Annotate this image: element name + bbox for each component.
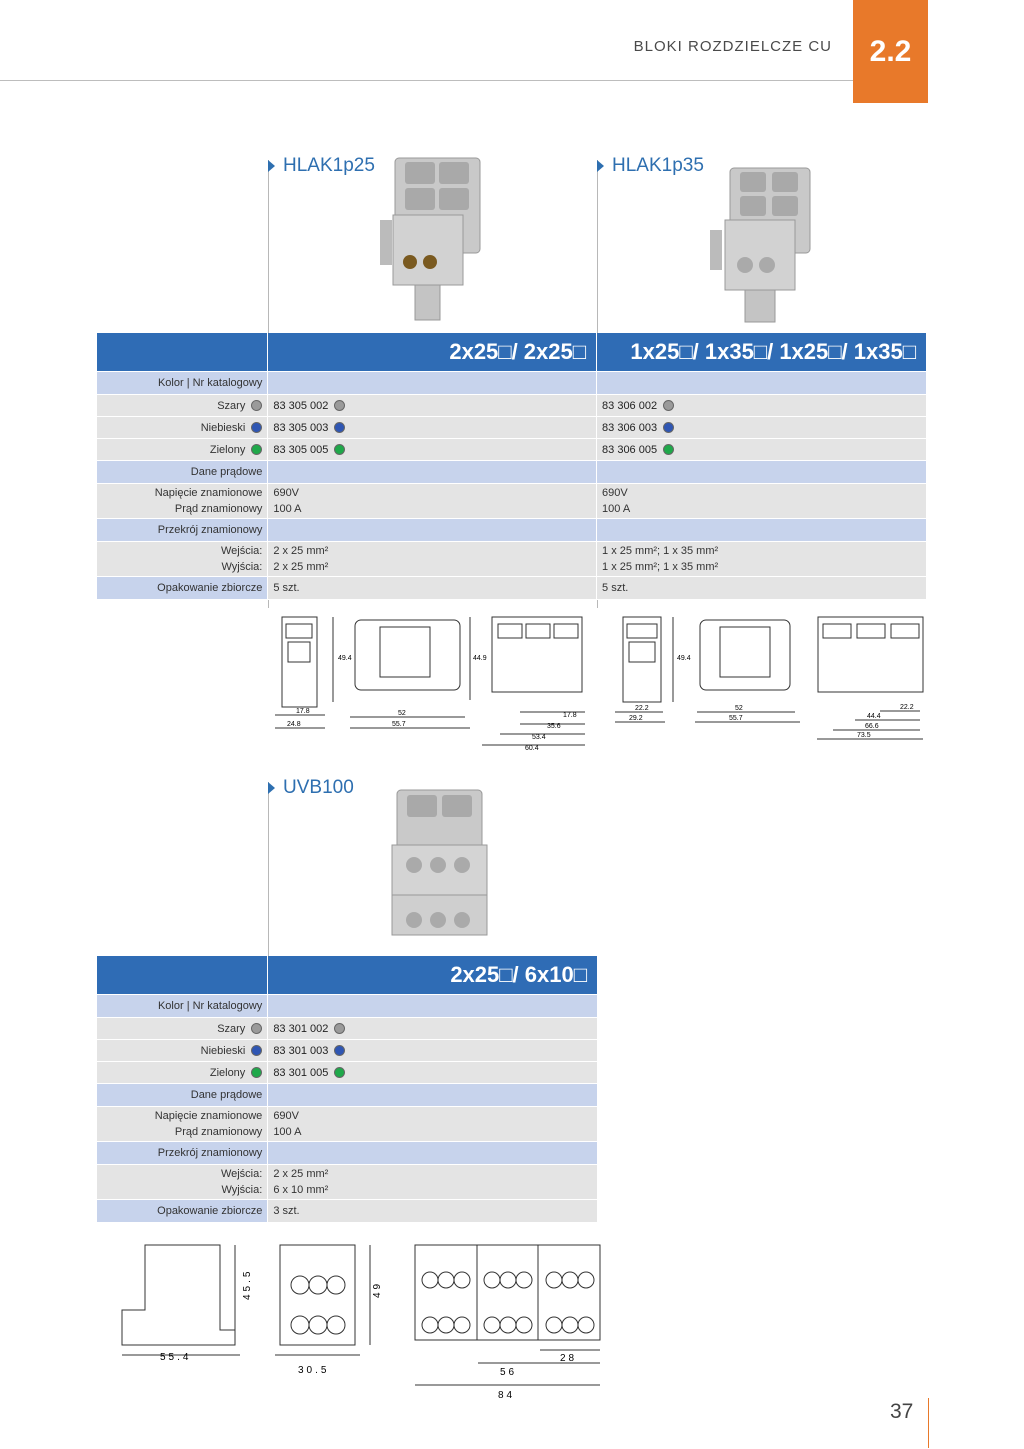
val-hlak25-cross bbox=[268, 542, 597, 577]
label-text: Niebieski bbox=[200, 1044, 246, 1057]
product-image-uvb100 bbox=[382, 785, 492, 945]
label-wyjscia: Wyjścia: bbox=[221, 1184, 263, 1196]
dim-label: 17.8 bbox=[296, 708, 310, 715]
cat-hlak35-szary bbox=[597, 395, 927, 417]
dim-label: 53.4 bbox=[532, 734, 546, 741]
dim-label: 55.4 bbox=[160, 1352, 192, 1363]
output-value: 2 x 25 mm² bbox=[273, 561, 329, 573]
dim-label: 49.4 bbox=[677, 655, 691, 662]
dim-label: 17.8 bbox=[563, 712, 577, 719]
cat-hlak25-niebieski bbox=[268, 417, 597, 439]
grey-dot-icon bbox=[663, 400, 674, 411]
green-dot-icon bbox=[251, 444, 262, 455]
row-zielony bbox=[97, 1062, 598, 1084]
label-text: Szary bbox=[217, 1022, 246, 1035]
label-przekroj: Przekrój znamionowy bbox=[97, 1142, 268, 1165]
product-title-uvb100 bbox=[268, 777, 354, 799]
row-opakowanie bbox=[97, 1200, 598, 1223]
row-zielony bbox=[97, 439, 927, 461]
row-napiecie-prad bbox=[97, 1107, 598, 1142]
section-number: 2.2 bbox=[869, 34, 912, 68]
label-szary bbox=[97, 1018, 268, 1040]
cat-hlak35-zielony bbox=[597, 439, 927, 461]
label-opakowanie: Opakowanie zbiorcze bbox=[97, 1200, 268, 1223]
input-value: 2 x 25 mm² bbox=[273, 1168, 329, 1180]
product-image-hlak1p25 bbox=[375, 150, 490, 325]
triangle-icon bbox=[268, 160, 275, 172]
green-dot-icon bbox=[251, 1067, 262, 1078]
row-niebieski bbox=[97, 1040, 598, 1062]
dim-label: 73.5 bbox=[857, 732, 871, 739]
catalog-number: 83 305 003 bbox=[273, 421, 329, 434]
catalog-number: 83 306 002 bbox=[602, 399, 658, 412]
dim-label: 52 bbox=[735, 705, 743, 712]
spec-header-row bbox=[97, 333, 927, 372]
spec-header-empty bbox=[97, 956, 268, 995]
dim-label: 66.6 bbox=[865, 723, 879, 730]
input-value: 2 x 25 mm² bbox=[273, 545, 329, 557]
catalog-number: 83 306 003 bbox=[602, 421, 658, 434]
label-wyjscia: Wyjścia: bbox=[221, 561, 263, 573]
section-badge bbox=[853, 0, 928, 103]
dim-label: 29.2 bbox=[629, 715, 643, 722]
label-kolor: Kolor | Nr katalogowy bbox=[97, 372, 268, 395]
dim-label: 22.2 bbox=[635, 705, 649, 712]
label-dane: Dane prądowe bbox=[97, 1084, 268, 1107]
spec-title-hlak1p35: 1x25□/ 1x35□/ 1x25□/ 1x35□ bbox=[597, 333, 927, 372]
drawing-hlak1p25 bbox=[270, 612, 595, 757]
current-value: 100 A bbox=[602, 503, 631, 515]
current-value: 100 A bbox=[273, 503, 302, 515]
label-napiecie: Napięcie znamionowe bbox=[154, 487, 263, 499]
cat-uvb-niebieski bbox=[268, 1040, 598, 1062]
dim-label: 49.4 bbox=[338, 655, 352, 662]
input-value: 1 x 25 mm²; 1 x 35 mm² bbox=[602, 545, 719, 557]
catalog-number: 83 305 005 bbox=[273, 443, 329, 456]
grey-dot-icon bbox=[334, 400, 345, 411]
page-number-rule bbox=[928, 1398, 929, 1448]
green-dot-icon bbox=[334, 444, 345, 455]
val-uvb-pack: 3 szt. bbox=[268, 1200, 598, 1223]
spec-table-hlak bbox=[97, 333, 927, 600]
catalog-number: 83 301 002 bbox=[273, 1022, 329, 1035]
grey-dot-icon bbox=[251, 1023, 262, 1034]
grey-dot-icon bbox=[334, 1023, 345, 1034]
blue-dot-icon bbox=[251, 1045, 262, 1056]
cat-hlak35-niebieski bbox=[597, 417, 927, 439]
label-wejscia-wyjscia bbox=[97, 542, 268, 577]
cat-hlak25-szary bbox=[268, 395, 597, 417]
label-text: Zielony bbox=[209, 443, 246, 456]
val-hlak35-electric bbox=[597, 484, 927, 519]
header-rule bbox=[0, 80, 926, 81]
product-title-hlak1p25 bbox=[268, 155, 375, 177]
catalog-number: 83 306 005 bbox=[602, 443, 658, 456]
dim-label: 22.2 bbox=[900, 704, 914, 711]
spec-header-empty bbox=[97, 333, 268, 372]
catalog-number: 83 301 003 bbox=[273, 1044, 329, 1057]
drawing-uvb100 bbox=[110, 1235, 630, 1410]
dim-label: 30.5 bbox=[298, 1365, 330, 1376]
label-opakowanie: Opakowanie zbiorcze bbox=[97, 577, 268, 600]
blue-dot-icon bbox=[334, 1045, 345, 1056]
label-wejscia-wyjscia bbox=[97, 1165, 268, 1200]
grey-dot-icon bbox=[251, 400, 262, 411]
row-szary bbox=[97, 1018, 598, 1040]
dim-label: 44.9 bbox=[473, 655, 487, 662]
current-value: 100 A bbox=[273, 1126, 302, 1138]
dim-label: 24.8 bbox=[287, 721, 301, 728]
val-hlak25-pack: 5 szt. bbox=[268, 577, 597, 600]
green-dot-icon bbox=[334, 1067, 345, 1078]
label-prad: Prąd znamionowy bbox=[174, 1126, 263, 1138]
triangle-icon bbox=[597, 160, 604, 172]
label-przekroj: Przekrój znamionowy bbox=[97, 519, 268, 542]
triangle-icon bbox=[268, 782, 275, 794]
val-uvb-cross bbox=[268, 1165, 598, 1200]
label-wejscia: Wejścia: bbox=[220, 1168, 263, 1180]
row-napiecie-prad bbox=[97, 484, 927, 519]
cat-uvb-szary bbox=[268, 1018, 598, 1040]
label-prad: Prąd znamionowy bbox=[174, 503, 263, 515]
val-hlak25-electric bbox=[268, 484, 597, 519]
row-wejscia-wyjscia bbox=[97, 542, 927, 577]
dim-label: 49 bbox=[372, 1280, 383, 1298]
product-name: UVB100 bbox=[283, 777, 354, 798]
blue-dot-icon bbox=[251, 422, 262, 433]
section-title: BLOKI ROZDZIELCZE CU bbox=[633, 38, 832, 55]
blue-dot-icon bbox=[663, 422, 674, 433]
cat-hlak25-zielony bbox=[268, 439, 597, 461]
spec-title-hlak1p25: 2x25□/ 2x25□ bbox=[268, 333, 597, 372]
row-niebieski bbox=[97, 417, 927, 439]
label-zielony bbox=[97, 439, 268, 461]
row-wejscia-wyjscia bbox=[97, 1165, 598, 1200]
val-uvb-electric bbox=[268, 1107, 598, 1142]
label-napiecie-prad bbox=[97, 1107, 268, 1142]
product-name: HLAK1p35 bbox=[612, 155, 704, 176]
dim-label: 84 bbox=[498, 1390, 516, 1401]
label-napiecie: Napięcie znamionowe bbox=[154, 1110, 263, 1122]
label-text: Niebieski bbox=[200, 421, 246, 434]
dim-label: 52 bbox=[398, 710, 406, 717]
catalog-number: 83 305 002 bbox=[273, 399, 329, 412]
val-hlak35-pack: 5 szt. bbox=[597, 577, 927, 600]
drawing-hlak1p35 bbox=[605, 612, 927, 747]
label-szary bbox=[97, 395, 268, 417]
cat-uvb-zielony bbox=[268, 1062, 598, 1084]
blue-dot-icon bbox=[334, 422, 345, 433]
dim-label: 45.5 bbox=[242, 1268, 253, 1300]
product-image-hlak1p35 bbox=[705, 160, 815, 325]
label-dane: Dane prądowe bbox=[97, 461, 268, 484]
label-wejscia: Wejścia: bbox=[220, 545, 263, 557]
spec-header-row bbox=[97, 956, 598, 995]
product-name: HLAK1p25 bbox=[283, 155, 375, 176]
row-szary bbox=[97, 395, 927, 417]
dim-label: 60.4 bbox=[525, 745, 539, 752]
spec-title-uvb100: 2x25□/ 6x10□ bbox=[268, 956, 598, 995]
dim-label: 56 bbox=[500, 1367, 518, 1378]
dim-label: 55.7 bbox=[729, 715, 743, 722]
green-dot-icon bbox=[663, 444, 674, 455]
catalog-number: 83 301 005 bbox=[273, 1066, 329, 1079]
label-kolor: Kolor | Nr katalogowy bbox=[97, 995, 268, 1018]
voltage-value: 690V bbox=[602, 487, 628, 499]
voltage-value: 690V bbox=[273, 487, 300, 499]
output-value: 6 x 10 mm² bbox=[273, 1184, 329, 1196]
output-value: 1 x 25 mm²; 1 x 35 mm² bbox=[602, 561, 719, 573]
row-opakowanie bbox=[97, 577, 927, 600]
product-title-hlak1p35 bbox=[597, 155, 704, 177]
label-napiecie-prad bbox=[97, 484, 268, 519]
dim-label: 44.4 bbox=[867, 713, 881, 720]
dim-label: 55.7 bbox=[392, 721, 406, 728]
label-niebieski bbox=[97, 1040, 268, 1062]
page-number: 37 bbox=[890, 1400, 914, 1423]
dim-label: 35.6 bbox=[547, 723, 561, 730]
label-niebieski bbox=[97, 417, 268, 439]
dim-label: 28 bbox=[560, 1353, 578, 1364]
val-hlak35-cross bbox=[597, 542, 927, 577]
voltage-value: 690V bbox=[273, 1110, 300, 1122]
label-text: Szary bbox=[217, 399, 246, 412]
spec-table-uvb100 bbox=[97, 956, 598, 1223]
label-zielony bbox=[97, 1062, 268, 1084]
label-text: Zielony bbox=[209, 1066, 246, 1079]
